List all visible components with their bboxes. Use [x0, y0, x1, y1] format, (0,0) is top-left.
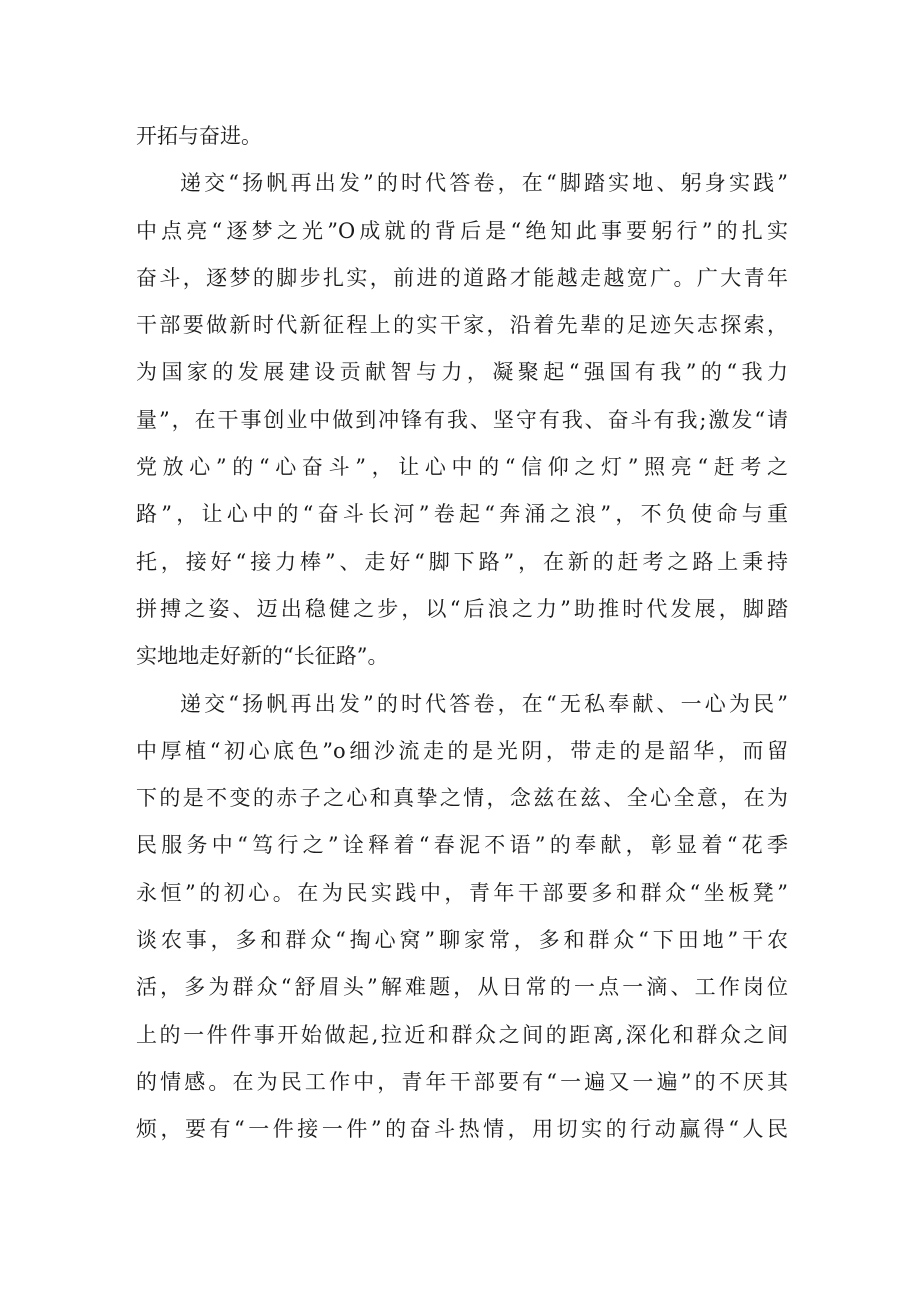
- body-text: [136, 113, 788, 1154]
- text-line: 递交“扬帆再出发”的时代答卷，在“无私奉献、一心为民”: [180, 691, 788, 716]
- text-line: 开拓与奋进。: [136, 124, 262, 148]
- text-line: 下的是不变的赤子之心和真挚之情，念兹在兹、全心全意，在为: [136, 786, 788, 811]
- text-line: 为国家的发展建设贡献智与力，凝聚起“强国有我”的“我力: [136, 360, 788, 385]
- text-line: 拼搏之姿、迈出稳健之步，以“后浪之力”助推时代发展，脚踏: [136, 596, 788, 621]
- text-line: 的情感。在为民工作中，青年干部要有“一遍又一遍”的不厌其: [136, 1069, 788, 1094]
- text-line: 中厚植“初心底色”o细沙流走的是光阴，带走的是韶华，而留: [136, 738, 788, 763]
- text-line: 递交“扬帆再出发”的时代答卷，在“脚踏实地、躬身实践”: [180, 171, 788, 196]
- text-line: 活，多为群众“舒眉头”解难题，从日常的一点一滴、工作岗位: [136, 975, 788, 1000]
- text-line: 路”，让心中的“奋斗长河”卷起“奔涌之浪”，不负使命与重: [136, 502, 788, 527]
- text-line: 干部要做新时代新征程上的实干家，沿着先辈的足迹矢志探索，: [136, 313, 788, 338]
- text-line: 谈农事，多和群众“掏心窝”聊家常，多和群众“下田地”干农: [136, 928, 788, 953]
- text-line: 党放心”的“心奋斗”，让心中的“信仰之灯”照亮“赶考之: [136, 455, 788, 480]
- text-line: 烦，要有“一件接一件”的奋斗热情，用切实的行动赢得“人民: [136, 1117, 788, 1142]
- text-line: 托，接好“接力棒”、走好“脚下路”，在新的赶考之路上秉持: [136, 549, 788, 574]
- text-line: 上的一件件事开始做起,拉近和群众之间的距离,深化和群众之间: [136, 1022, 788, 1047]
- text-line: 永恒”的初心。在为民实践中，青年干部要多和群众“坐板凳”: [136, 880, 788, 905]
- text-line: 量”，在干事创业中做到冲锋有我、坚守有我、奋斗有我;激发“请: [136, 407, 788, 432]
- text-line: 民服务中“笃行之”诠释着“春泥不语”的奉献，彰显着“花季: [136, 833, 788, 858]
- text-line: 中点亮“逐梦之光”O成就的背后是“绝知此事要躬行”的扎实: [136, 218, 788, 243]
- text-line: 奋斗，逐梦的脚步扎实，前进的道路才能越走越宽广。广大青年: [136, 265, 788, 290]
- text-line: 实地地走好新的“长征路”。: [136, 644, 389, 669]
